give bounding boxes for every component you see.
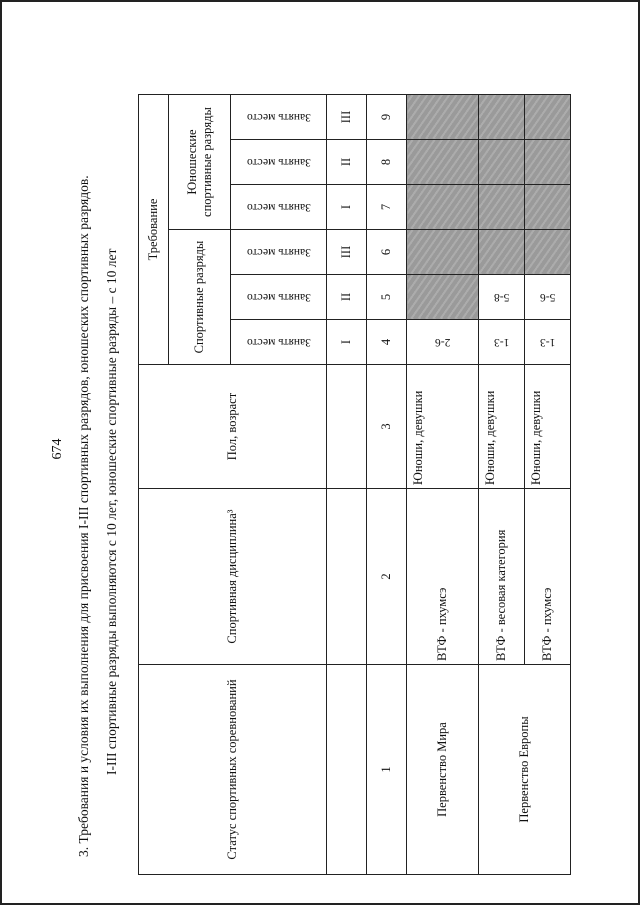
value-cell: 5-8: [479, 275, 525, 320]
header-requirement: Требование: [139, 95, 169, 365]
col-number: 3: [367, 365, 407, 489]
discipline-cell: ВТФ - пхумсэ: [525, 489, 571, 665]
shaded-cell: [407, 95, 479, 140]
place-header: Занять место: [231, 275, 327, 320]
grade-label: I: [327, 185, 367, 230]
status-cell: Первенство Европы: [479, 665, 571, 875]
value-cell: 2-6: [407, 320, 479, 365]
shaded-cell: [407, 140, 479, 185]
header-sex-age: Пол, возраст: [139, 365, 327, 489]
col-number: 1: [367, 665, 407, 875]
discipline-cell: ВТФ - весовая категория: [479, 489, 525, 665]
sex-age-cell: Юноши, девушки: [407, 365, 479, 489]
shaded-cell: [479, 185, 525, 230]
col-number: 6: [367, 230, 407, 275]
col-number: 4: [367, 320, 407, 365]
col-number: 2: [367, 489, 407, 665]
discipline-cell: ВТФ - пхумсэ: [407, 489, 479, 665]
shaded-cell: [407, 275, 479, 320]
sex-age-cell: Юноши, девушки: [479, 365, 525, 489]
place-header: Занять место: [231, 230, 327, 275]
shaded-cell: [525, 95, 571, 140]
place-header: Занять место: [231, 140, 327, 185]
place-header: Занять место: [231, 95, 327, 140]
section-subheading: I-III спортивные разряды выполняются с 10 лет, юношеские спортивные разряды – с 10 лет: [104, 248, 119, 775]
shaded-cell: [479, 140, 525, 185]
grade-label: III: [327, 95, 367, 140]
grade-label: III: [327, 230, 367, 275]
header-sport-grades: Спортивные разряды: [169, 230, 231, 365]
value-cell: 1-3: [525, 320, 571, 365]
shaded-cell: [407, 185, 479, 230]
shaded-cell: [407, 230, 479, 275]
shaded-cell: [479, 230, 525, 275]
shaded-cell: [479, 95, 525, 140]
col-number: 8: [367, 140, 407, 185]
shaded-cell: [525, 230, 571, 275]
value-cell: 1-3: [479, 320, 525, 365]
requirements-table: [138, 94, 571, 875]
col-number-3: [327, 365, 367, 489]
grade-label: II: [327, 275, 367, 320]
col-number: 5: [367, 275, 407, 320]
grade-label: II: [327, 140, 367, 185]
place-header: Занять место: [231, 185, 327, 230]
rotated-content: [42, 27, 602, 887]
shaded-cell: [525, 185, 571, 230]
shaded-cell: [525, 140, 571, 185]
grade-label: I: [327, 320, 367, 365]
col-number: 9: [367, 95, 407, 140]
section-heading: 3. Требования и условия их выполнения для присвоения I-III спортивных разрядов, юношеских спортивных разрядов.: [76, 175, 91, 857]
header-youth-grades: Юношеские спортивные разряды: [169, 95, 231, 230]
sex-age-cell: Юноши, девушки: [525, 365, 571, 489]
status-cell: Первенство Мира: [407, 665, 479, 875]
page-number: 674: [50, 438, 65, 460]
col-number-1: [327, 665, 367, 875]
place-header: Занять место: [231, 320, 327, 365]
header-discipline: Спортивная дисциплина³: [139, 489, 327, 665]
col-number-2: [327, 489, 367, 665]
col-number: 7: [367, 185, 407, 230]
value-cell: 5-6: [525, 275, 571, 320]
header-status: Статус спортивных соревнований: [139, 665, 327, 875]
